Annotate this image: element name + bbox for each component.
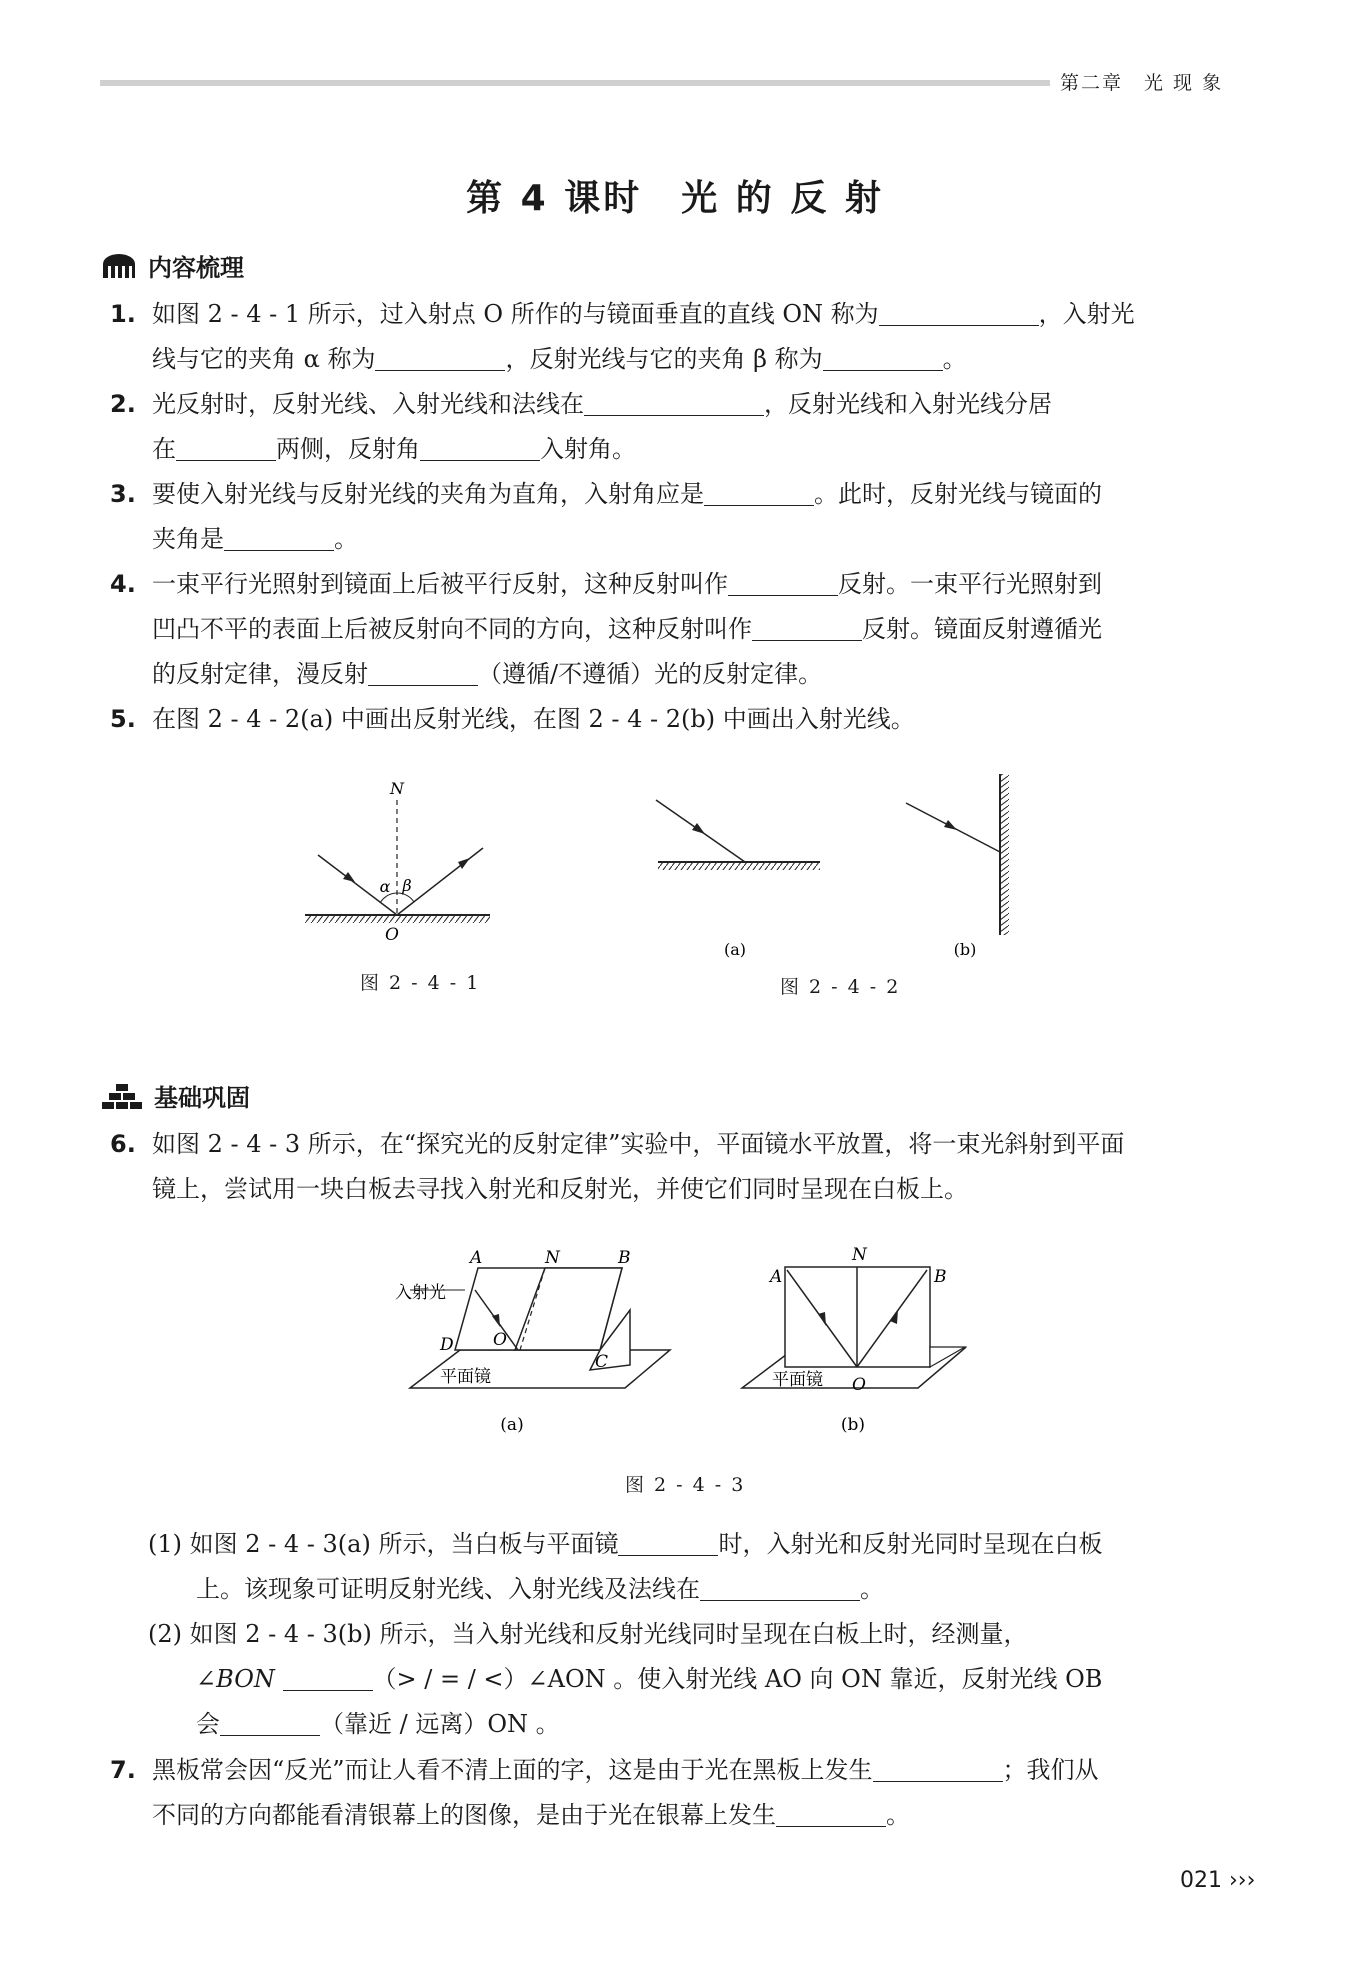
label-b: (b) xyxy=(953,940,977,959)
answer-blank[interactable] xyxy=(176,432,276,461)
label-O: O xyxy=(493,1330,507,1350)
section-content-label: 内容梳理 xyxy=(148,254,244,282)
figure-2-4-3 xyxy=(0,1230,1350,1460)
q4-text-e: 的反射定律，漫反射 xyxy=(152,660,368,688)
answer-blank[interactable] xyxy=(368,657,478,686)
label-A: A xyxy=(470,1248,483,1268)
question-number: 3. xyxy=(110,480,136,508)
arrow-icon xyxy=(692,823,705,834)
q1-text-a: 如图 2 - 4 - 1 所示，过入射点 O 所作的与镜面垂直的直线 ON 称为 xyxy=(152,300,879,328)
arrow-icon xyxy=(343,872,355,882)
q3-text-b: 。此时，反射光线与镜面的 xyxy=(814,480,1102,508)
q6-p1-text-a: (1) 如图 2 - 4 - 3(a) 所示，当白板与平面镜 xyxy=(148,1530,619,1558)
label-O: O xyxy=(385,925,399,945)
arrow-icon xyxy=(944,820,957,830)
section-content-heading xyxy=(100,248,244,283)
q6-p1-text-b: 时，入射光和反射光同时呈现在白板 xyxy=(718,1530,1103,1558)
label-a: (a) xyxy=(723,940,747,959)
q6-text-a: 如图 2 - 4 - 3 所示，在“探究光的反射定律”实验中，平面镜水平放置，将一束光斜射到平面 xyxy=(152,1130,1125,1158)
question-number: 2. xyxy=(110,390,136,418)
q2-text-a: 光反射时，反射光线、入射光线和法线在 xyxy=(152,390,584,418)
label-beta: β xyxy=(402,876,412,895)
q1-text-e: 。 xyxy=(942,345,967,373)
answer-blank[interactable] xyxy=(879,297,1039,326)
q6-p2-text-d: 会 xyxy=(196,1710,220,1738)
bricks-icon xyxy=(100,1083,144,1109)
q4-text-c: 凹凸不平的表面上后被反射向不同的方向，这种反射叫作 xyxy=(152,615,752,643)
question-6-part-2 xyxy=(148,1612,1220,1747)
answer-blank[interactable] xyxy=(704,477,814,506)
label-B: B xyxy=(934,1267,947,1287)
q4-text-a: 一束平行光照射到镜面上后被平行反射，这种反射叫作 xyxy=(152,570,728,598)
page-title: 第 4 课时 光 的 反 射 xyxy=(466,178,884,219)
label-N: N xyxy=(852,1245,867,1265)
q7-text-c: 不同的方向都能看清银幕上的图像，是由于光在银幕上发生 xyxy=(152,1801,776,1829)
label-N: N xyxy=(390,779,404,798)
answer-blank[interactable] xyxy=(752,612,862,641)
q7-text-b: ；我们从 xyxy=(1002,1756,1099,1784)
q6-p2-text-a: (2) 如图 2 - 4 - 3(b) 所示，当入射光线和反射光线同时呈现在白板上时，经测量， xyxy=(148,1620,1028,1648)
mirror-hatching xyxy=(658,862,820,870)
label-N: N xyxy=(545,1248,560,1268)
question-number: 1. xyxy=(110,300,136,328)
figure-2-4-2b xyxy=(906,774,1009,959)
question-6 xyxy=(110,1122,1220,1212)
figure-2-4-3a xyxy=(395,1248,670,1435)
q6-p2-text-c: （> / = / <）∠AON 。使入射光线 AO 向 ON 靠近，反射光线 OB xyxy=(372,1665,1103,1693)
label-O: O xyxy=(852,1375,866,1395)
answer-blank[interactable] xyxy=(873,1753,1003,1782)
arrow-icon xyxy=(458,858,470,869)
label-mirror: 平面镜 xyxy=(772,1370,823,1390)
question-6-part-1 xyxy=(148,1522,1220,1612)
q1-text-c: 线与它的夹角 α 称为 xyxy=(152,345,376,373)
q7-text-a: 黑板常会因“反光”而让人看不清上面的字，这是由于光在黑板上发生 xyxy=(152,1756,873,1784)
q3-text-c: 夹角是 xyxy=(152,525,224,553)
q6-text-b: 镜上，尝试用一块白板去寻找入射光和反射光，并使它们同时呈现在白板上。 xyxy=(152,1175,968,1203)
answer-blank[interactable] xyxy=(224,522,334,551)
label-C: C xyxy=(595,1352,609,1372)
q6-p1-text-c: 上。该现象可证明反射光线、入射光线及法线在 xyxy=(196,1575,700,1603)
answer-blank[interactable] xyxy=(700,1572,860,1601)
q3-text-d: 。 xyxy=(334,525,358,553)
label-A: A xyxy=(770,1267,783,1287)
answer-blank[interactable] xyxy=(823,342,943,371)
figure-2-4-3b xyxy=(742,1245,965,1435)
question-3 xyxy=(110,472,1220,562)
q6-p2-text-e: （靠近 / 远离）ON 。 xyxy=(320,1710,560,1738)
answer-blank[interactable] xyxy=(375,342,505,371)
arch-icon xyxy=(100,252,138,280)
q5-text-a: 在图 2 - 4 - 2(a) 中画出反射光线，在图 2 - 4 - 2(b) 中画出入射光线。 xyxy=(152,705,915,733)
figure-2-4-1 xyxy=(305,779,490,945)
q2-text-d: 两侧，反射角 xyxy=(276,435,420,463)
question-4 xyxy=(110,562,1220,697)
answer-blank[interactable] xyxy=(220,1707,320,1736)
figure-caption-2-4-3: 图 2 - 4 - 3 xyxy=(625,1474,746,1496)
answer-blank[interactable] xyxy=(728,567,838,596)
q6-p2-text-b: ∠BON xyxy=(196,1665,275,1693)
q4-text-f: （遵循/不遵循）光的反射定律。 xyxy=(478,660,823,688)
q2-text-c: 在 xyxy=(152,435,176,463)
section-basics-label: 基础巩固 xyxy=(154,1084,250,1112)
answer-blank[interactable] xyxy=(584,387,764,416)
label-incident: 入射光 xyxy=(395,1283,446,1303)
question-number: 5. xyxy=(110,705,136,733)
label-alpha: α xyxy=(379,877,391,896)
label-D: D xyxy=(440,1335,454,1355)
q4-text-b: 反射。一束平行光照射到 xyxy=(838,570,1102,598)
q1-text-b: ，入射光 xyxy=(1038,300,1135,328)
q2-text-b: ，反射光线和入射光线分居 xyxy=(764,390,1052,418)
q6-p1-text-d: 。 xyxy=(860,1575,884,1603)
answer-blank[interactable] xyxy=(618,1527,718,1556)
q3-text-a: 要使入射光线与反射光线的夹角为直角，入射角应是 xyxy=(152,480,704,508)
q7-text-d: 。 xyxy=(886,1801,910,1829)
figure-caption-2-4-2: 图 2 - 4 - 2 xyxy=(780,976,901,998)
section-basics-heading xyxy=(100,1078,250,1113)
answer-blank[interactable] xyxy=(283,1662,373,1691)
page-number: 021 ››› xyxy=(1180,1868,1256,1893)
mirror-hatching xyxy=(1000,774,1009,935)
question-5 xyxy=(110,697,1220,742)
mirror-hatching xyxy=(305,915,490,923)
answer-blank[interactable] xyxy=(420,432,540,461)
question-1 xyxy=(110,292,1220,382)
figure-caption-2-4-1: 图 2 - 4 - 1 xyxy=(360,972,481,994)
question-number: 6. xyxy=(110,1130,136,1158)
question-number: 4. xyxy=(110,570,136,598)
figures-2-4-1-and-2-4-2 xyxy=(0,770,1350,1010)
board-side xyxy=(930,1347,965,1367)
label-b: (b) xyxy=(840,1415,866,1435)
label-B: B xyxy=(618,1248,631,1268)
answer-blank[interactable] xyxy=(776,1798,886,1827)
header-rule xyxy=(100,80,1050,86)
question-7 xyxy=(110,1748,1220,1838)
q2-text-e: 入射角。 xyxy=(540,435,636,463)
figure-2-4-2a xyxy=(656,800,820,959)
label-mirror: 平面镜 xyxy=(440,1367,491,1387)
q1-text-d: ，反射光线与它的夹角 β 称为 xyxy=(505,345,823,373)
q4-text-d: 反射。镜面反射遵循光 xyxy=(862,615,1102,643)
question-2 xyxy=(110,382,1220,472)
question-number: 7. xyxy=(110,1756,136,1784)
label-a: (a) xyxy=(500,1415,524,1435)
chapter-header: 第二章 光 现 象 xyxy=(1060,72,1224,94)
